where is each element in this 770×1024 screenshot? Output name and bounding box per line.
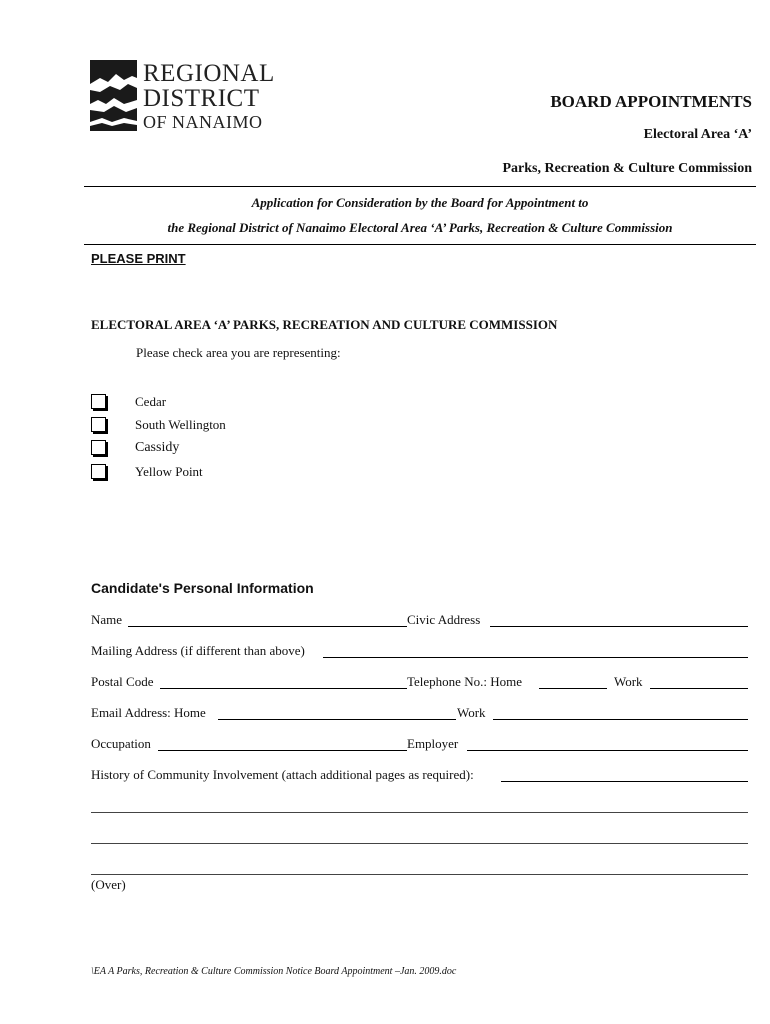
history-field[interactable]	[501, 781, 748, 782]
header-rule	[84, 186, 756, 187]
area-label: Yellow Point	[135, 464, 203, 479]
rdn-logo	[90, 60, 275, 135]
postal-code-field[interactable]	[160, 688, 407, 689]
history-line-2[interactable]	[91, 812, 748, 813]
checkbox-icon[interactable]	[91, 464, 106, 479]
area-label: South Wellington	[135, 417, 226, 432]
footer-filename: \EA A Parks, Recreation & Culture Commission Notice Board Appointment –Jan. 2009.doc	[91, 966, 457, 977]
occupation-label: Occupation	[91, 736, 151, 751]
intro-line-2: the Regional District of Nanaimo Electoral Area ‘A’ Parks, Recreation & Culture Commission	[167, 220, 673, 235]
name-field[interactable]	[128, 626, 407, 627]
history-line-4[interactable]	[91, 874, 748, 875]
occupation-field[interactable]	[158, 750, 407, 751]
civic-address-field[interactable]	[490, 626, 748, 627]
telephone-work-field[interactable]	[650, 688, 748, 689]
candidate-heading: Candidate's Personal Information	[91, 580, 314, 596]
history-line-3[interactable]	[91, 843, 748, 844]
intro-line-1: Application for Consideration by the Board for Appointment to	[251, 195, 589, 210]
please-print: PLEASE PRINT	[91, 251, 186, 266]
commission-name: Parks, Recreation & Culture Commission	[502, 161, 752, 176]
email-work-field[interactable]	[493, 719, 748, 720]
employer-label: Employer	[407, 736, 459, 751]
section-title: ELECTORAL AREA ‘A’ PARKS, RECREATION AND CULTURE COMMISSION	[91, 317, 558, 332]
civic-address-label: Civic Address	[407, 612, 481, 627]
email-work-label: Work	[457, 705, 486, 720]
email-home-label: Email Address: Home	[91, 705, 206, 720]
over-note: (Over)	[91, 877, 126, 892]
history-label: History of Community Involvement (attach additional pages as required):	[91, 767, 474, 782]
intro-rule	[84, 244, 756, 245]
telephone-home-label: Telephone No.: Home	[407, 674, 522, 689]
check-instruction: Please check area you are representing:	[136, 345, 341, 360]
email-home-field[interactable]	[218, 719, 456, 720]
document-title: BOARD APPOINTMENTS	[550, 92, 752, 111]
area-label: Cassidy	[135, 440, 180, 455]
telephone-home-field[interactable]	[539, 688, 607, 689]
logo-text-line2: DISTRICT	[143, 85, 260, 112]
checkbox-icon[interactable]	[91, 417, 106, 432]
area-label: Cedar	[135, 394, 167, 409]
electoral-area: Electoral Area ‘A’	[643, 127, 752, 142]
mailing-address-field[interactable]	[323, 657, 748, 658]
postal-code-label: Postal Code	[91, 674, 154, 689]
logo-text-line3: OF NANAIMO	[143, 112, 263, 132]
employer-field[interactable]	[467, 750, 748, 751]
name-label: Name	[91, 612, 123, 627]
logo-mark-icon	[90, 60, 137, 131]
mailing-address-label: Mailing Address (if different than above)	[91, 643, 305, 658]
checkbox-icon[interactable]	[91, 394, 106, 409]
telephone-work-label: Work	[614, 674, 643, 689]
checkbox-icon[interactable]	[91, 440, 106, 455]
logo-text-line1: REGIONAL	[143, 60, 275, 87]
